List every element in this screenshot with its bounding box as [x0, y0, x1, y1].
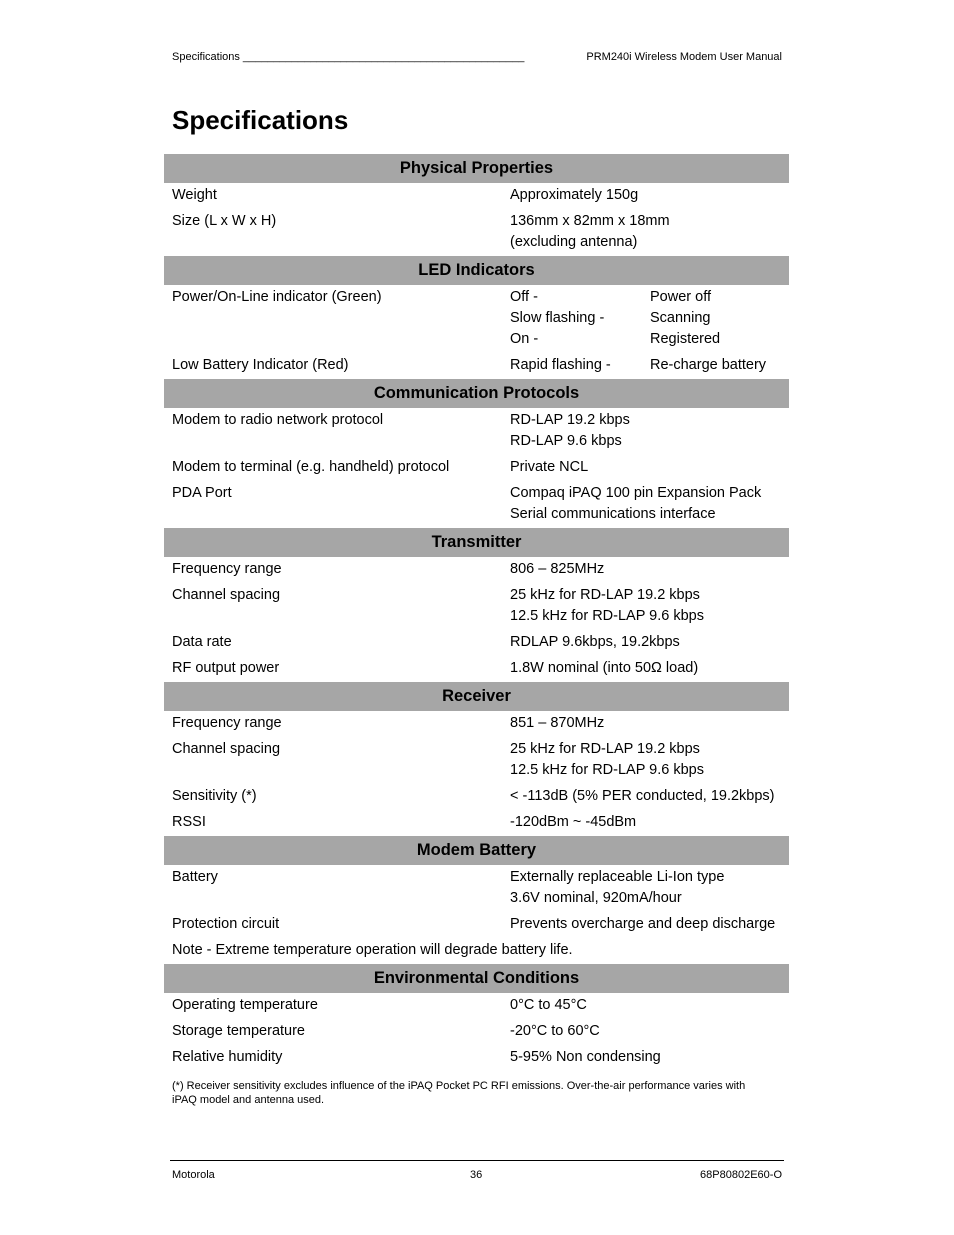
led-meaning: Re-charge battery: [650, 357, 767, 373]
spec-value: [510, 1021, 789, 1042]
spec-value-line: -20°C to 60°C: [510, 1023, 600, 1039]
section-header-modem-battery: Modem Battery: [164, 836, 789, 865]
document-number: 68P80802E60-O: [700, 1169, 782, 1181]
spec-row: [164, 658, 789, 679]
led-state: Slow flashing -: [510, 310, 605, 326]
led-state-grid: [510, 287, 789, 350]
spec-value-line: 851 – 870MHz: [510, 715, 605, 731]
spec-row: [164, 914, 789, 935]
spec-label: Frequency range: [172, 561, 282, 577]
spec-value-line: 0°C to 45°C: [510, 997, 587, 1013]
spec-value-line: Externally replaceable Li-Ion type: [510, 869, 725, 885]
spec-row: [164, 410, 789, 452]
led-meaning: Registered: [650, 331, 721, 347]
led-meaning: Scanning: [650, 310, 711, 326]
spec-value-line: RD-LAP 9.6 kbps: [510, 433, 622, 449]
section-header-communication-protocols: Communication Protocols: [164, 379, 789, 408]
spec-row: [164, 185, 789, 206]
led-meaning-column: [650, 355, 766, 376]
spec-value: [510, 786, 789, 807]
spec-value-line: 25 kHz for RD-LAP 19.2 kbps: [510, 587, 700, 603]
section-header-receiver: Receiver: [164, 682, 789, 711]
spec-value: [510, 410, 789, 452]
spec-label: Power/On-Line indicator (Green): [172, 289, 382, 305]
spec-value-line: -120dBm ~ -45dBm: [510, 814, 637, 830]
spec-value-line: Serial communications interface: [510, 506, 716, 522]
spec-label: Battery: [172, 869, 218, 885]
spec-value: [510, 739, 789, 781]
spec-row: [164, 483, 789, 525]
spec-label: Weight: [172, 187, 217, 203]
spec-value-line: Prevents overcharge and deep discharge: [510, 916, 776, 932]
spec-label: Frequency range: [172, 715, 282, 731]
spec-value-line: 1.8W nominal (into 50Ω load): [510, 660, 699, 676]
spec-label: Low Battery Indicator (Red): [172, 357, 349, 373]
section-header-environmental-conditions: Environmental Conditions: [164, 964, 789, 993]
spec-value-line: 806 – 825MHz: [510, 561, 605, 577]
spec-label: Storage temperature: [172, 1023, 305, 1039]
spec-value-line: 25 kHz for RD-LAP 19.2 kbps: [510, 741, 700, 757]
led-state: Off -: [510, 289, 538, 305]
spec-value-line: < -113dB (5% PER conducted, 19.2kbps): [510, 788, 775, 804]
spec-value: [510, 559, 789, 580]
spec-value: [510, 483, 789, 525]
spec-label: Operating temperature: [172, 997, 318, 1013]
spec-row: [164, 287, 789, 350]
led-state-column: [510, 287, 650, 350]
footer-divider: [170, 1160, 784, 1161]
spec-row: [164, 812, 789, 833]
page-number: 36: [470, 1169, 483, 1181]
spec-label: Relative humidity: [172, 1049, 283, 1065]
led-state: On -: [510, 331, 539, 347]
spec-value-line: 3.6V nominal, 920mA/hour: [510, 890, 682, 906]
spec-value: [510, 658, 789, 679]
spec-row: [164, 1047, 789, 1068]
spec-value: [510, 585, 789, 627]
section-header-transmitter: Transmitter: [164, 528, 789, 557]
section-body-physical-properties: [164, 183, 789, 256]
spec-row: [164, 585, 789, 627]
section-body-receiver: [164, 711, 789, 836]
spec-value: [510, 914, 789, 935]
spec-label: RF output power: [172, 660, 280, 676]
section-header-led-indicators: LED Indicators: [164, 256, 789, 285]
led-state-grid: [510, 355, 789, 376]
spec-value: [510, 1047, 789, 1068]
section-body-environmental-conditions: [164, 993, 789, 1071]
spec-value: [510, 995, 789, 1016]
led-meaning-column: [650, 287, 720, 350]
spec-row: [164, 1021, 789, 1042]
spec-value: [510, 457, 789, 478]
page-title: Specifications: [172, 105, 349, 135]
spec-value-line: Compaq iPAQ 100 pin Expansion Pack: [510, 485, 762, 501]
spec-value: [510, 713, 789, 734]
spec-label: Modem to terminal (e.g. handheld) protocol: [172, 459, 450, 475]
specifications-table: [164, 154, 789, 1071]
section-body-modem-battery: [164, 865, 789, 964]
spec-label: Sensitivity (*): [172, 788, 257, 804]
spec-label: Modem to radio network protocol: [172, 412, 384, 428]
spec-value: [510, 867, 789, 909]
spec-row: [164, 457, 789, 478]
sensitivity-footnote: (*) Receiver sensitivity excludes influence of the iPAQ Pocket PC RFI emissions. Over-the-air performance varies with iPAQ model and antenna used.: [172, 1080, 746, 1106]
spec-value-line: 12.5 kHz for RD-LAP 9.6 kbps: [510, 762, 704, 778]
spec-value-line: 136mm x 82mm x 18mm: [510, 213, 670, 229]
spec-value-line: Approximately 150g: [510, 187, 639, 203]
spec-label: Channel spacing: [172, 741, 281, 757]
spec-row: [164, 355, 789, 376]
section-body-communication-protocols: [164, 408, 789, 528]
spec-row: [164, 786, 789, 807]
spec-label: Data rate: [172, 634, 232, 650]
spec-row: [164, 739, 789, 781]
section-body-transmitter: [164, 557, 789, 682]
led-state-column: [510, 355, 650, 376]
header-section-name: Specifications ______________________________________________: [172, 51, 525, 63]
led-meaning: Power off: [650, 289, 711, 305]
spec-row: [164, 559, 789, 580]
spec-label: RSSI: [172, 814, 206, 830]
section-header-physical-properties: Physical Properties: [164, 154, 789, 183]
spec-value-line: Private NCL: [510, 459, 589, 475]
header-manual-title: PRM240i Wireless Modem User Manual: [586, 51, 782, 63]
spec-label: Channel spacing: [172, 587, 281, 603]
spec-label: Protection circuit: [172, 916, 280, 932]
spec-label: Size (L x W x H): [172, 213, 277, 229]
spec-value-line: 12.5 kHz for RD-LAP 9.6 kbps: [510, 608, 704, 624]
spec-row: [164, 632, 789, 653]
section-body-led-indicators: [164, 285, 789, 379]
battery-note: Note - Extreme temperature operation will degrade battery life.: [172, 942, 573, 958]
spec-row: [164, 995, 789, 1016]
spec-value-line: 5-95% Non condensing: [510, 1049, 661, 1065]
spec-row: [164, 713, 789, 734]
spec-row: [164, 867, 789, 909]
spec-value-line: RDLAP 9.6kbps, 19.2kbps: [510, 634, 680, 650]
spec-row: [164, 211, 789, 253]
spec-value: [510, 211, 789, 253]
spec-value: [510, 185, 789, 206]
spec-value: [510, 812, 789, 833]
spec-value-line: RD-LAP 19.2 kbps: [510, 412, 630, 428]
spec-value-line: (excluding antenna): [510, 234, 638, 250]
spec-value: [510, 632, 789, 653]
spec-label: PDA Port: [172, 485, 232, 501]
led-state: Rapid flashing -: [510, 357, 611, 373]
footer-company: Motorola: [172, 1169, 215, 1181]
